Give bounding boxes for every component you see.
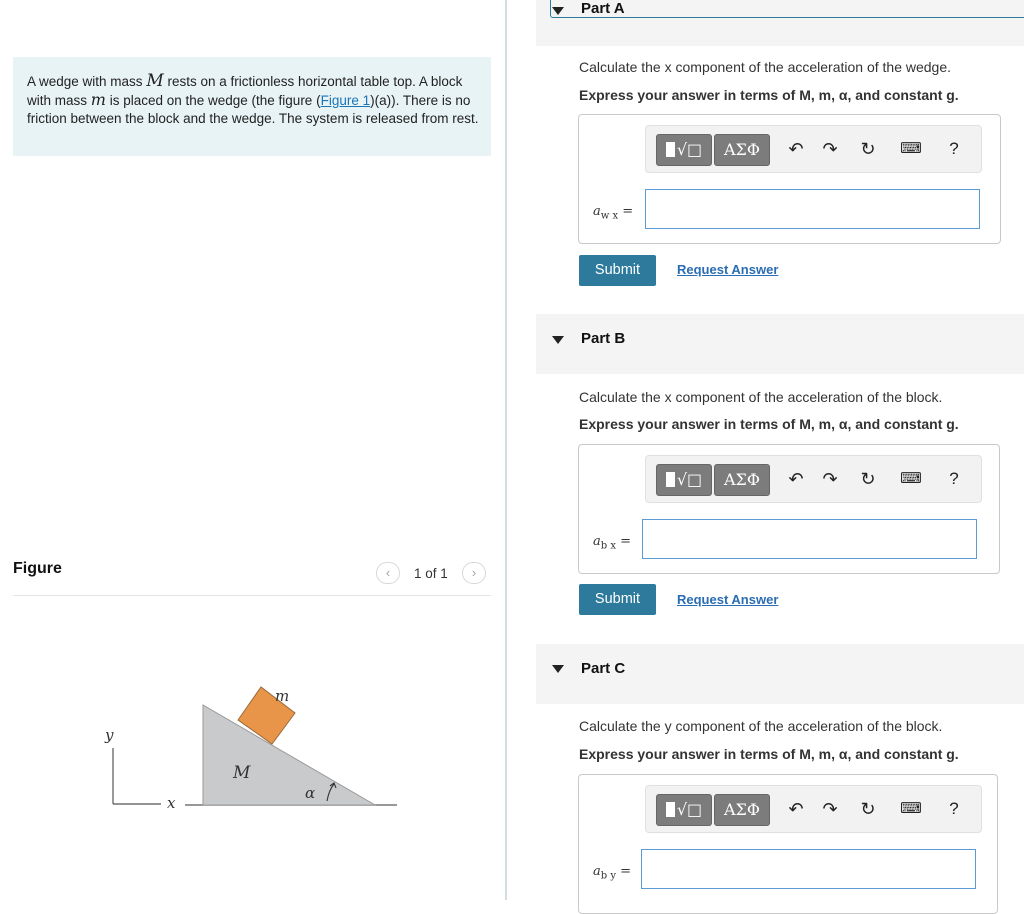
- figure-counter: 1 of 1: [414, 566, 448, 581]
- figure-link[interactable]: Figure 1: [320, 93, 371, 108]
- reset-icon[interactable]: ↻: [860, 469, 876, 489]
- wedge-mass-label: M: [233, 763, 251, 783]
- wedge-figure: [95, 680, 405, 820]
- answer-input[interactable]: [642, 519, 977, 559]
- templates-button[interactable]: √□: [656, 134, 712, 166]
- templates-button[interactable]: √□: [656, 794, 712, 826]
- caret-down-icon: [552, 665, 564, 673]
- question-text: Calculate the y component of the acceleration of the block.: [579, 718, 943, 734]
- part-a-question: [579, 59, 951, 75]
- mass-block-symbol: m: [90, 90, 106, 109]
- help-button[interactable]: ?: [949, 799, 959, 818]
- symbols-button[interactable]: ΑΣΦ: [714, 794, 770, 826]
- answer-variable-label: $a_{w x}$ =: [593, 204, 634, 222]
- undo-icon[interactable]: ↶: [788, 139, 804, 159]
- chevron-left-icon[interactable]: ‹: [376, 562, 400, 584]
- part-a-header[interactable]: Part A: [536, 0, 1024, 46]
- part-c-instruction: Express your answer in terms of M, m, α, and constant g.: [579, 746, 959, 762]
- reset-icon[interactable]: ↻: [860, 139, 876, 159]
- problem-statement: A wedge with mass M rests on a frictionless horizontal table top. A block with mass m is placed on the wedge (the figure (Figure 1)(a)). There is no friction between the block and the wedge. The system is released from rest.: [13, 57, 491, 156]
- templates-button[interactable]: √□: [656, 464, 712, 496]
- chevron-right-icon[interactable]: ›: [462, 562, 486, 584]
- reset-icon[interactable]: ↻: [860, 799, 876, 819]
- y-axis-label: y: [105, 726, 114, 744]
- part-b-question: [579, 389, 942, 405]
- angle-label: α: [305, 784, 316, 802]
- help-button[interactable]: ?: [949, 469, 959, 488]
- divider: [13, 595, 491, 596]
- mass-wedge-symbol: M: [146, 71, 164, 91]
- figure-heading: Figure: [13, 560, 62, 577]
- caret-down-icon: [552, 336, 564, 344]
- part-b-answer-box: [578, 444, 1000, 574]
- redo-icon[interactable]: ↷: [822, 469, 838, 489]
- redo-icon[interactable]: ↷: [822, 139, 838, 159]
- question-text: Calculate the x component of the acceleration of the wedge.: [579, 59, 952, 75]
- math-toolbar: [645, 455, 982, 503]
- submit-button[interactable]: Submit: [579, 584, 656, 615]
- part-a-instruction: Express your answer in terms of M, m, α, and constant g.: [579, 87, 959, 103]
- redo-icon[interactable]: ↷: [822, 799, 838, 819]
- x-axis-label: x: [167, 794, 176, 812]
- answer-variable-label: $a_{b y}$ =: [593, 864, 632, 882]
- keyboard-icon[interactable]: ⌨: [900, 800, 922, 817]
- symbols-button[interactable]: ΑΣΦ: [714, 134, 770, 166]
- part-a-header-outline: [550, 0, 1024, 18]
- part-b-instruction: Express your answer in terms of M, m, α, and constant g.: [579, 416, 959, 432]
- answer-input[interactable]: [645, 189, 980, 229]
- math-toolbar: [645, 125, 982, 173]
- math-toolbar: [645, 785, 982, 833]
- undo-icon[interactable]: ↶: [788, 469, 804, 489]
- question-text: Calculate the x component of the acceleration of the block.: [579, 389, 943, 405]
- keyboard-icon[interactable]: ⌨: [900, 470, 922, 487]
- keyboard-icon[interactable]: ⌨: [900, 140, 922, 157]
- part-c-answer-box: [578, 774, 998, 914]
- answer-input[interactable]: [641, 849, 976, 889]
- request-answer-link[interactable]: Request Answer: [677, 592, 779, 607]
- part-c-question: [579, 718, 942, 734]
- help-button[interactable]: ?: [949, 139, 959, 158]
- submit-button[interactable]: Submit: [579, 255, 656, 286]
- part-c-header[interactable]: Part C: [536, 644, 1024, 704]
- request-answer-link[interactable]: Request Answer: [677, 262, 779, 277]
- undo-icon[interactable]: ↶: [788, 799, 804, 819]
- panel-divider: [505, 0, 507, 900]
- part-b-header[interactable]: Part B: [536, 314, 1024, 374]
- symbols-button[interactable]: ΑΣΦ: [714, 464, 770, 496]
- block-mass-label: m: [275, 687, 290, 705]
- answer-variable-label: $a_{b x}$ =: [593, 534, 632, 552]
- part-a-answer-box: [578, 114, 1001, 244]
